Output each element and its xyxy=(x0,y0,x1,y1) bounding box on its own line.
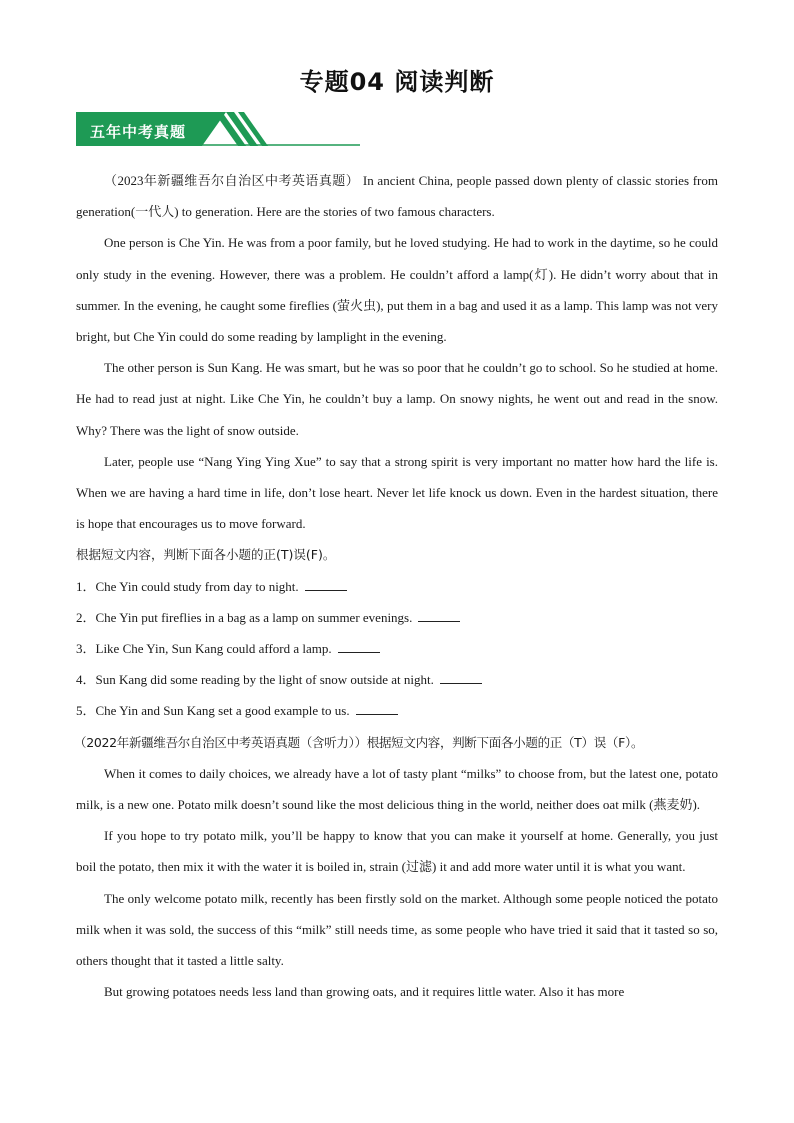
passage1-paragraph-3: Later, people use “Nang Ying Ying Xue” to say that a strong spirit is very important no matter how hard the life is. When we are having a hard time in life, don’t lose heart. Never let life knock us down. Even in the hardest situation, there is hope that encourages us to move forward. xyxy=(76,453,718,532)
question-item: 4．Sun Kang did some reading by the light of snow outside at night. xyxy=(76,664,718,695)
question-item: 5．Che Yin and Sun Kang set a good example to us. xyxy=(76,695,718,726)
passage2-intro: （2022年新疆维吾尔自治区中考英语真题（含听力））根据短文内容，判断下面各小题的正（T）误（F）。 xyxy=(74,734,644,750)
answer-blank[interactable] xyxy=(418,609,460,622)
answer-blank[interactable] xyxy=(338,640,380,653)
passage2-paragraph-1: When it comes to daily choices, we already have a lot of tasty plant “milks” to choose from, but the latest one, potato milk, is a new one. Potato milk doesn’t sound like the most delicious thing in the world, neither does oat milk (燕麦奶). xyxy=(76,765,718,813)
answer-blank[interactable] xyxy=(356,702,398,715)
passage2-paragraph-3: The only welcome potato milk, recently has been firstly sold on the market. Although some people noticed the potato milk when it was sold, the success of this “milk” still needs time, as some people who have tried it said that it tasted so so, others thought that it tasted a little salty. xyxy=(76,890,718,969)
page-title: 专题04 阅读判断 xyxy=(299,68,495,96)
passage2-paragraph-2: If you hope to try potato milk, you’ll be happy to know that you can make it yourself at home. Generally, you just boil the potato, then mix it with the water it is boiled in, strain (过滤) it and add more water until it is what you want. xyxy=(76,828,718,875)
passage1-instruction: 根据短文内容，判断下面各小题的正(T)误(F)。 xyxy=(76,547,336,563)
passage1-intro: （2023年新疆维吾尔自治区中考英语真题） In ancient China, people passed down plenty of classic stories from generation(一代人) to generation. Here are the stories of two famous characters. xyxy=(76,173,718,220)
answer-blank[interactable] xyxy=(440,671,482,684)
answer-blank[interactable] xyxy=(305,578,347,591)
section-banner-label: 五年中考真题 xyxy=(90,123,187,141)
passage2-paragraph-4: But growing potatoes needs less land than growing oats, and it requires little water. Also it has more xyxy=(104,984,625,1000)
question-item: 2．Che Yin put fireflies in a bag as a lamp on summer evenings. xyxy=(76,602,718,633)
passage1-paragraph-1: One person is Che Yin. He was from a poor family, but he loved studying. He had to work in the daytime, so he could only study in the evening. However, there was a problem. He couldn’t afford a lamp(灯). He didn’t worry about that in summer. In the evening, he caught some fireflies (萤火虫), put them in a bag and used it as a lamp. This lamp was not very bright, but Che Yin could do some reading by lamplight in the evening. xyxy=(76,235,718,345)
question-item: 1．Che Yin could study from day to night. xyxy=(76,571,718,602)
document-body xyxy=(76,165,718,1007)
question-item: 3．Like Che Yin, Sun Kang could afford a lamp. xyxy=(76,633,718,664)
passage1-paragraph-2: The other person is Sun Kang. He was smart, but he was so poor that he couldn’t go to school. So he studied at home. He had to read just at night. Like Che Yin, he couldn’t buy a lamp. On snowy nights, he went out and read in the snow. Why? There was the light of snow outside. xyxy=(76,360,718,438)
